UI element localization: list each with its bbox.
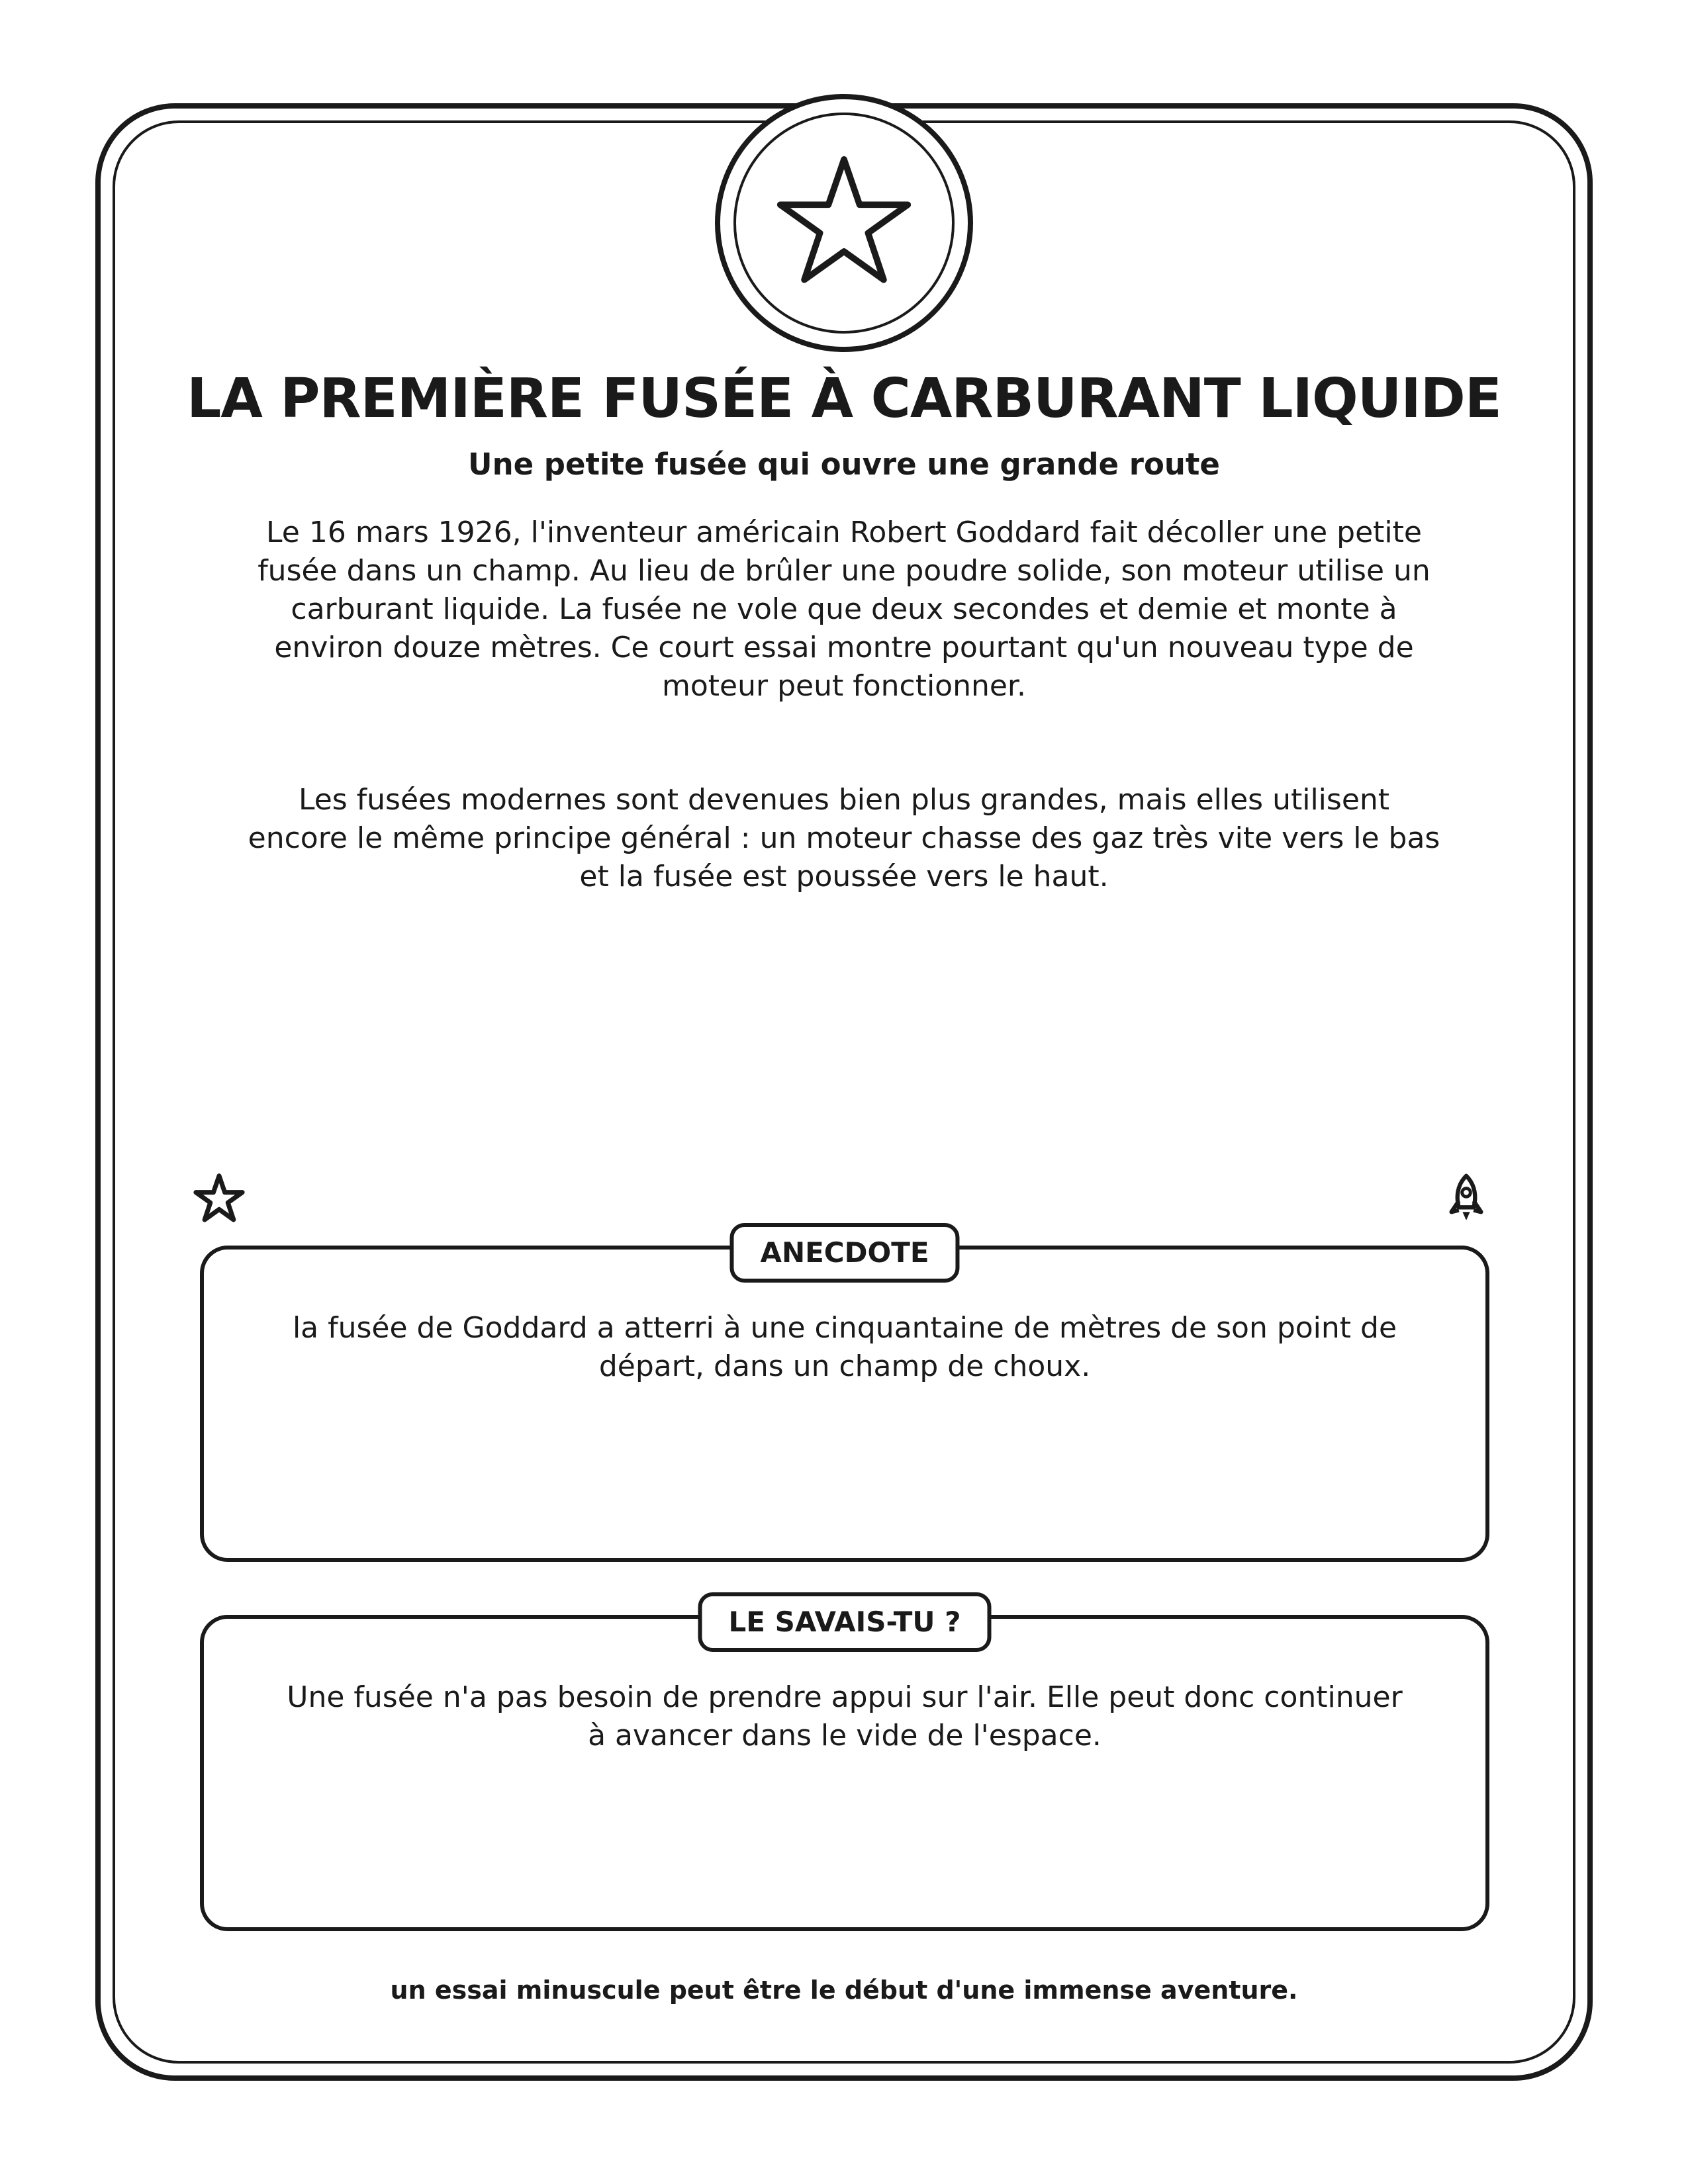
- paragraph-history: Le 16 mars 1926, l'inventeur américain Robert Goddard fait décoller une petite fusée dans un champ. Au lieu de brûler une poudre solide, son moteur utilise un carburant liquide. La fusée ne vole que deux secondes et demie et monte à environ douze mètres. Ce court essai montre pourtant qu'un nouveau type de moteur peut fonctionner.: [258, 516, 1430, 703]
- did-you-know-text: Une fusée n'a pas besoin de prendre appui sur l'air. Elle peut donc continuer à avancer dans le vide de l'espace.: [287, 1680, 1403, 1752]
- anecdote-text: la fusée de Goddard a atterri à une cinquantaine de mètres de son point de départ, dans un champ de choux.: [292, 1311, 1397, 1383]
- footer-tagline: un essai minuscule peut être le début d'une immense aventure.: [390, 1976, 1298, 2005]
- did-you-know-label: LE SAVAIS-TU ?: [698, 1592, 991, 1652]
- rocket-icon: [1443, 1173, 1489, 1224]
- page-subtitle: Une petite fusée qui ouvre une grande route: [468, 447, 1220, 482]
- star-icon: [193, 1173, 245, 1224]
- paragraph-principle: Les fusées modernes sont devenues bien plus grandes, mais elles utilisent encore le même principe général : un moteur chasse des gaz très vite vers le bas et la fusée est poussée vers le haut.: [248, 783, 1440, 893]
- star-icon: [773, 151, 915, 293]
- anecdote-box: [200, 1236, 1489, 1562]
- did-you-know-box: [200, 1606, 1489, 1931]
- anecdote-label: ANECDOTE: [729, 1223, 959, 1283]
- star-medallion: [715, 94, 973, 352]
- page-title: LA PREMIÈRE FUSÉE À CARBURANT LIQUIDE: [187, 367, 1501, 430]
